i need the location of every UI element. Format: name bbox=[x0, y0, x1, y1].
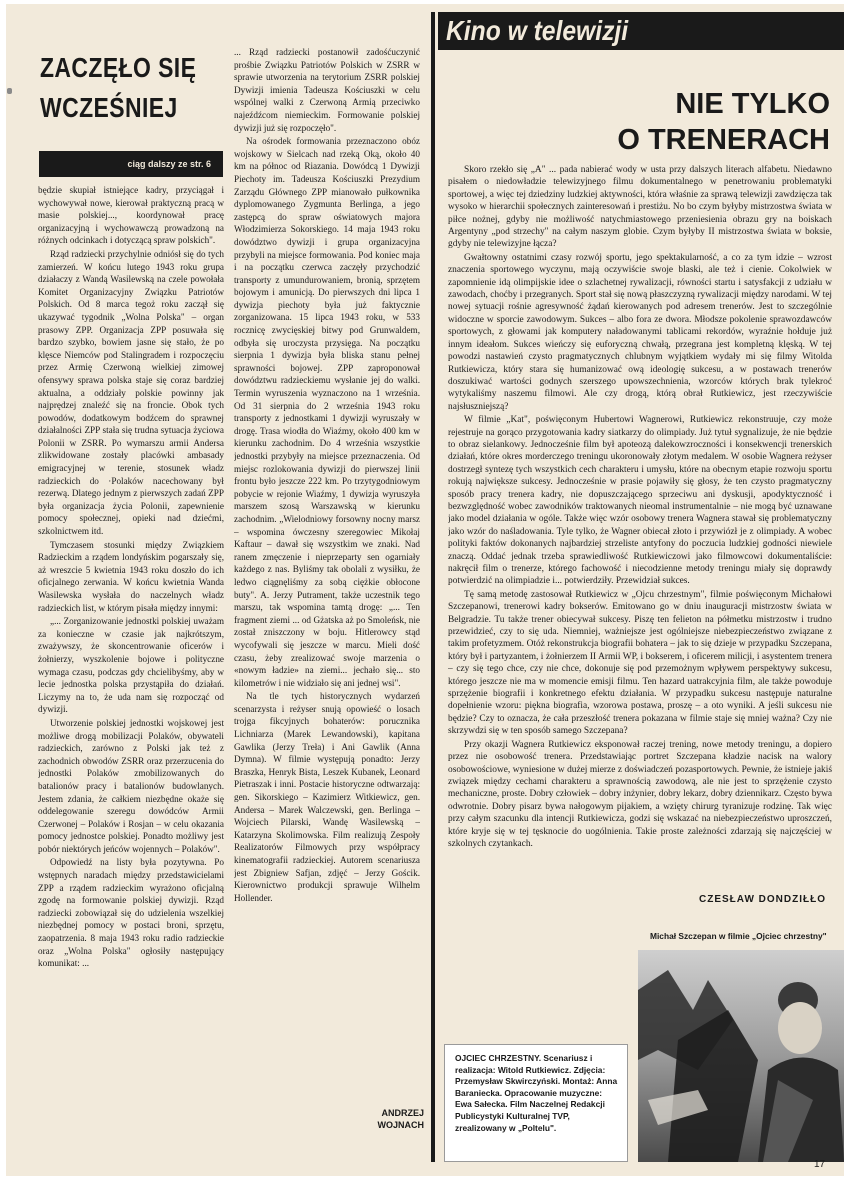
left-article-title bbox=[40, 48, 197, 128]
paragraph: będzie skupiał istniejące kadry, przyciągał i wychowywał nowe, kierował praktyczną pracą w masie polskiej..., koordynował pracę organizacyjną i wychowawczą prowadzoną na różnych odcinkach i dotyczącą spraw polskich". bbox=[38, 185, 224, 246]
right-article-title bbox=[566, 86, 830, 158]
author-first-name: ANDRZEJ bbox=[381, 1108, 424, 1118]
column-divider bbox=[431, 12, 435, 1162]
paragraph: ... Rząd radziecki postanowił zadośćuczynić prośbie Związku Patriotów Polskich w ZSRR w sprawie utworzenia na terytorium ZSRR polskiej Dywizji imienia Tadeusza Kościuszki w celu wspólnej walki z Czerwoną Armią przeciwko najeźdźcom niemieckim. Formowanie polskiej dywizji już się rozpoczęło". bbox=[234, 47, 420, 133]
continued-banner: ciąg dalszy ze str. 6 bbox=[39, 151, 223, 177]
paragraph: Skoro rzekło się „A" ... pada nabierać wody w usta przy dalszych literach alfabetu. Niedawno pisałem o niedowładzie telewizyjnego filmu dokumentalnego w penetrowaniu problematyki sportowej, a więc tej dziedziny ludzkiej aktywności, która właśnie za sprawą telewizji zawdzięcza tak wysoko w hierarchii społecznych zainteresowań i prestiżu. No bo czym byłyby mistrzostwa świata w piłce nożnej, gdyby nie możliwość natychmiastowego przeniesienia obrazu gry na boiskach Argentyny „pod strzechy" na całym naszym globie. Czym byłyby II mistrzostwa świata w boksie, gdyby nie telewizyjne łącza? bbox=[448, 165, 832, 250]
film-still-photo bbox=[638, 950, 844, 1162]
section-header: Kino w telewizji bbox=[446, 15, 629, 46]
left-article-author bbox=[346, 1107, 424, 1131]
left-title-line2: WCZEŚNIEJ bbox=[40, 92, 178, 123]
film-still-image bbox=[638, 950, 844, 1162]
left-title-line1: ZACZĘŁO SIĘ bbox=[40, 52, 197, 83]
author-last-name: WOJNACH bbox=[377, 1120, 424, 1130]
paragraph: Tę samą metodę zastosował Rutkiewicz w „Ojcu chrzestnym", filmie poświęconym Michałowi Szczepanowi, trenerowi kadry bokserów. Emitowano go w dniu inauguracji mistrzostw świata w Belgradzie. Tu także trener obiecywał sukcesy. Piszę ten felieton na półmetku mistrzostw i trudno przewidzieć, czy to się uda. Niemniej, ważniejsze jest ogólniejsze niebezpieczeństwo związane z takim profetyzmem. Otóż rekonstrukcja biografii bohatera – jak to się dzieje w przypadku Szczepana, który był i partyzantem, i żołnierzem II Armii WP, i bokserem, i oficerem milicji, i asystentem trenera – czy się tego chce, czy nie chce, dokonuje się pod przemożnym wpływem perspektywy sukcesu, którego jeszcze nie ma w momencie emisji filmu. Ten hazard uatrakcyjnia film, ale także powoduje sprzężenie biografii i konkretnego efektu działania. W przypadku sukcesu następuje naturalne dopełnienie wzoru: piękna biografia, wzorowa postawa, proszę – a oto wyniki. A jeśli sukcesu nie będzie? Czy to oznacza, że cała przeszłość trenera pokazana w filmie staje się mniej ważna? Czy nie skrzywdzi się w ten sposób samego Szczepana? bbox=[448, 589, 832, 737]
right-article-body bbox=[448, 164, 832, 876]
right-title-line2: O TRENERACH bbox=[617, 124, 830, 156]
right-title-line1: NIE TYLKO bbox=[675, 88, 830, 120]
paragraph: „... Zorganizowanie jednostki polskiej uważam za konieczne w czasie jak najkrótszym, zważywszy, że skoncentrowanie oficerów i żołnierzy, wyszkolenie bojowe i polityczne wymaga czasu, podczas gdy chcielibyśmy, aby w lecie jednostka polska przystąpiła do działań. Liczymy na to, że uda nam się rozpocząć od dywizji. bbox=[38, 616, 224, 715]
paragraph: Tymczasem stosunki między Związkiem Radzieckim a rządem londyńskim pogarszały się, aż wreszcie 5 kwietnia 1943 roku doszło do ich oficjalnego zerwania. W końcu kwietnia Wanda Wasilewska wysłała do naczelnych władz radzieckich list, w którym pisała między innymi: bbox=[38, 539, 224, 613]
paragraph: Rząd radziecki przychylnie odniósł się do tych zamierzeń. W końcu lutego 1943 roku grupa działaczy z Wandą Wasilewską na czele powołała Komitet Organizacyjny Związku Patriotów Polskich. Od 8 marca tegoż roku zaczął się ukazywać tygodnik „Wolna Polska" – organ prasowy ZPP. Organizacja ZPP posuwała się bardzo szybko, bowiem jasne się stało, że po klęsce Niemców pod Stalingradem i rozpoczęciu przez Armię Czerwoną wielkiej zimowej ofensywy sprawa polska staje się coraz bardziej aktualna, a oddziały polskie powinny jak najprędzej znaleźć się na froncie. Obok tych powodów, dodatkowym bodźcem do sprawnej działalności ZPP stała się trudna sytuacja życiowa Polonii w ZSRR. Po wymarszu armii Andersa zlikwidowane zostały placówki ambasady emigracyjnej w terenie, stosunek władz radzieckich do ·Polaków nacechowany był rezerwą. Dlatego jednym z pierwszych zadań ZPP była organizacja życia Polonii, zapewnienie pomocy społecznej, opieki nad dziećmi, szkolnictwem itd. bbox=[38, 248, 224, 537]
page-number: 17 bbox=[814, 1159, 826, 1170]
paragraph: Odpowiedź na listy była pozytywna. Po wstępnych naradach między przedstawicielami ZPP a rządem radzieckim wyrażono oficjalną zgodę na formowanie polskiej dywizji. Rząd radziecki zobowiązał się do udzielenia wszelkiej niezbędnej pomocy w postaci broni, sprzętu, zaopatrzenia. 8 maja 1943 roku radio radzieckie oraz „Wolna Polska" ogłosiły następujący komunikat: ... bbox=[38, 857, 224, 969]
left-article-column-2 bbox=[234, 46, 420, 1096]
paragraph: Na ośrodek formowania przeznaczono obóz wojskowy w Sielcach nad rzeką Oką, około 40 km na północ od Riazania. Dowódcą 1 Dywizji Piechoty im. Tadeusza Kościuszki Prezydium Zarządu Głównego ZPP mianowało pułkownika dyplomowanego Zygmunta Berlinga, a jego zastępcą do spraw oświatowych majora Włodzimierza Sokorskiego. 14 maja 1943 roku dowództwo dywizji i grupa organizacyjna przybyli na miejsce formowania. Pod koniec maja i na początku czerwca zaczęły przychodzić transporty z umundurowaniem, bronią, sprzętem bojowym i amunicją. Do pierwszych dni lipca 1 dywizja piechoty była już faktycznie zorganizowana. 15 lipca 1943 roku, w 533 rocznicę zwycięskiej bitwy pod Grunwaldem, odbyła się uroczysta przysięga. Na początku sierpnia 1 dywizja była bliska stanu pełnej sprawności bojowej. ZPP zaproponował dowództwu radzieckiemu wysłanie jej do walki. Termin wyruszenia wyznaczono na 1 września. Od 31 sierpnia do 2 września 1943 roku transporty z jednostkami 1 dywizji wyruszały w drogę. Trasa wiodła do Wiaźmy, około 400 km w kierunku zachodnim. Do 4 września wszystkie jednostki przybyły na miejsce przeznaczenia. Od miejsc rozlokowania dywizji do pierwszej linii frontu było jeszcze 222 km. Po trzytygodniowym pobycie w rejonie Wiaźmy, 1 dywizja wyruszyła marszem szosą Warszawską w kierunku zachodnim. „Wielodniowy forsowny nocny marsz – wspomina ówczesny szeregowiec Mikołaj Kaftaur – dawał się wszystkim we znaki. Nad ranem zmęczenie i nieprzeparty sen ogarniały każdego z nas. Byliśmy tak obolali z wysiłku, że ledwo ciągnęliśmy za sobą ciężkie obłocone buty". A. Jerzy Putrament, także uczestnik tego marszu, tak wspomina tamtą drogę: „... Ten fragment ziemi ... od Gżatska aż po Smoleńsk, nie został zniszczony w boju. Hitlerowcy stąd wycofywali się jeszcze w marcu. Mieli dość czasu, żeby zrealizować swoje marzenia o «nowym ładzie» na ziemi... jechało się... sto kilometrów i nie widziało się ani jednej wsi". bbox=[234, 136, 420, 688]
photo-caption: Michał Szczepan w filmie „Ojciec chrzestny" bbox=[650, 931, 827, 941]
paragraph: Utworzenie polskiej jednostki wojskowej jest możliwe drogą mobilizacji Polaków, obywateli radzieckich, zarówno z Polski jak też z zachodnich obwodów ZSRR oraz przerzucenia do jednostki Polaków zmobilizowanych do batalionów pracy i batalionów budowlanych. Jestem zdania, że całkiem niezbędne okaże się oddelegowanie szeregu dowódców Armii Czerwonej – Polaków i Rosjan – w celu okazania pomocy jednostce polskiej. Ponadto możliwy jest pobór niektórych jeńców wojennych – Polaków". bbox=[38, 717, 224, 854]
paragraph: Przy okazji Wagnera Rutkiewicz eksponował raczej trening, nowe metody treningu, a dopiero przez nie osobowość trenera. Przedstawiając portret Szczepana kładzie nacisk na walory osobowościowe, wyniesione w dużej mierze z doświadczeń pozasportowych. Pewnie, że istnieje jakiś związek między cechami charakteru a sprawnością zawodową, ale nie jest to sprzężenie czysto mechaniczne, proste. Dobry człowiek – dobry inżynier, dobry lekarz, dobry dziennikarz. Często bywa odwrotnie. Dobry pisarz bywa nałogowym pijakiem, a wzięty chirurg tyranizuje rodzinę. Tak więc przy całym szacunku dla intencji Rutkiewicza, godzi się wskazać na niebezpieczeństwo uproszczeń, które kryje się w tej tęsknocie do uogólnienia. Takie proste zależności zdarzają się najczęściej w szkolnych czytankach. bbox=[448, 739, 832, 849]
paragraph: Gwałtowny ostatnimi czasy rozwój sportu, jego spektakularność, a co za tym idzie – wzrost znaczenia sportowego wyczynu, mają oczywiście swoje blaski, ale też i cienie. Cokolwiek w zapomnienie idą olimpijskie idee o szlachetnej rywalizacji, równości startu i satysfakcji z udziału w zawodach, choćby i przegranych. Sport stał się nową płaszczyzną rywalizacji między narodami. W tej nowej sytuacji rośnie agresywność żądań kierowanych pod adresem trenerów. Jest to szczególnie widoczne w sporcie zawodowym. Sukces – albo fora ze dwora. Młodsze pokolenie sprawozdawców sportowych, z głowami jak komputery naładowanymi tablicami rekordów, wyraźnie hołduje już innym ideałom. Sukces wieńczy się euforyczną chwałą, przegrana jest kompletną klęską. W tej powodzi nastawień czysto pragmatycznych chlubnym wyjątkiem wydały mi się filmy Witolda Rutkiewicza, który stara się humanizować ową ideologię sukcesu, a w postawach trenerów doszukiwać wartości godnych szerszego upowszechnienia, wzorców których brak tylekroć wytykaliśmy naszemu filmowi. Ale czy drogą, którą obrał Rutkiewicz, jest rzeczywiście najsłuszniejszą? bbox=[448, 252, 832, 412]
left-article-column-1 bbox=[38, 184, 224, 1089]
right-article-signature: CZESŁAW DONDZIŁŁO bbox=[699, 894, 826, 905]
magazine-page bbox=[6, 4, 844, 1176]
binding-mark bbox=[7, 88, 12, 94]
paragraph: Na tle tych historycznych wydarzeń scenarzysta i reżyser snują opowieść o losach trojga fikcyjnych bohaterów: porucznika Lichniarza (Marek Lewandowski), kapitana Gawlika (Jerzy Treła) i Ani Gawlik (Anna Dymna). W filmie występują ponadto: Jerzy Braszka, Henryk Bista, Leszek Kubanek, Leonard Pietraszak i inni. Postacie historyczne odtwarzają: gen. Sikorskiego – Kazimierz Witkiewicz, gen. Andersa – Marek Walczewski, gen. Berlinga – Wojciech Pilarski, Wandę Wasilewską – Katarzyna Skolimowska. Film realizują Zespoły Realizatorów Filmowych przy współpracy kinematografii radzieckiej. Autorem scenariusza jest Zbigniew Safjan, zdjęć – Jerzy Gościk. Kierownictwo produkcji sprawuje Wilhelm Hollender. bbox=[234, 691, 420, 903]
film-credits-box: OJCIEC CHRZESTNY. Scenariusz i realizacja: Witold Rutkiewicz. Zdjęcia: Przemysław Skwirczyński. Montaż: Anna Baraniecka. Opracowanie muzyczne: Ewa Sałecka. Film Naczelnej Redakcji Publicystyki Kulturalnej TVP, zrealizowany w „Poltelu". bbox=[444, 1044, 628, 1162]
section-header-bar bbox=[438, 12, 844, 50]
paragraph: W filmie „Kat", poświęconym Hubertowi Wagnerowi, Rutkiewicz rekonstruuje, czy może rejestruje na gorąco przygotowania kadry siatkarzy do olimpiady. Już tytuł sygnalizuje, że nie będzie to obraz sielankowy. Jednocześnie film był apoteozą dalekowzroczności i konsekwencji trenerskich działań, które okres morderczego treningu ukoronowały złotym medalem. W osobie Wagnera reżyser dostrzegł syntezę tych wszystkich cech charakteru i umysłu, które na obecnym etapie rozwoju sportu rokują największe sukcesy. Jednocześnie w prasie pojawiły się głosy, że ten czysto pragmatyczny sposób pracy trenera kadry, nie dopuszczającego sprzeciwu ani dyskusji, apodyktyczność i bezwzględność wobec zawodników traktowanych nieomal instrumentalnie – nie mogą być uznawane jako model działania w ogóle. Także więc wzór osobowy trenera Wagnera stawał się problematyczny jako wzór do naśladowania. Tyle tylko, że Wagner obiecał złoto i przywiózł je z olimpiady. A wobec polityki faktów dokonanych najbardziej strzeliste antyfony do poczucia ludzkiej godności niewiele znaczą. Oddać jednak trzeba sprawiedliwość Rutkiewiczowi jako filmowcowi dokumentaliście: nakręcił film o trenerze, którego fachowość i niecodzienne metody treningu miały się doprawdy potwierdzić na olimpiadzie i... potwierdziły. Przewidział sukces. bbox=[448, 415, 832, 587]
